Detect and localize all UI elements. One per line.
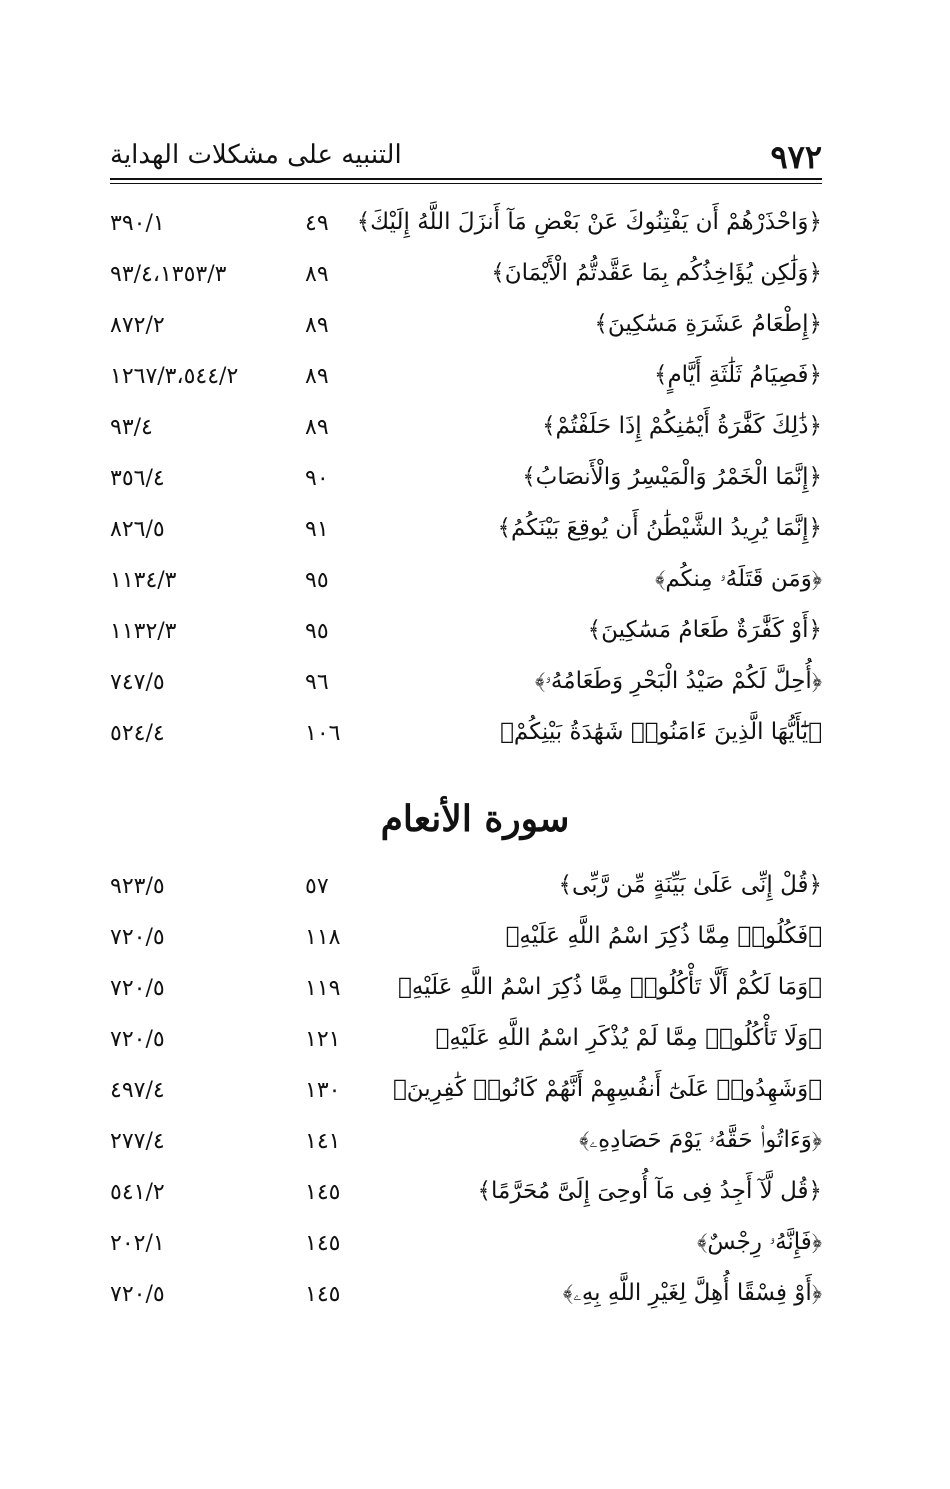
page-reference: ٧٢٠/٥ bbox=[110, 1027, 165, 1052]
page-reference: ٧٢٠/٥ bbox=[110, 925, 165, 950]
page-reference: ٩٣/٤ bbox=[110, 415, 153, 440]
verse-text: ﴿وَءَاتُوا۟ حَقَّهُۥ يَوْمَ حَصَادِهِۦ﴾ bbox=[579, 1127, 822, 1153]
verse-number: ٨٩ bbox=[305, 364, 329, 389]
verse-number: ٩١ bbox=[305, 517, 329, 542]
page-reference: ٢٧٧/٤ bbox=[110, 1129, 165, 1154]
page-reference: ٧٢٠/٥ bbox=[110, 976, 165, 1001]
verse-text: ﴿وَشَهِدُوا۟ عَلَىٰٓ أَنفُسِهِمْ أَنَّهُمْ كَانُوا۟ كَٰفِرِينَ﴾ bbox=[392, 1076, 822, 1102]
page-reference: ٥٢٤/٤ bbox=[110, 721, 165, 746]
verse-text: ﴿وَاحْذَرْهُمْ أَن يَفْتِنُوكَ عَنْ بَعْضِ مَآ أَنزَلَ اللَّهُ إِلَيْكَ﴾ bbox=[356, 209, 822, 235]
verse-number: ٨٩ bbox=[305, 313, 329, 338]
verse-text: ﴿وَلَا تَأْكُلُوا۟ مِمَّا لَمْ يُذْكَرِ اسْمُ اللَّهِ عَلَيْهِ﴾ bbox=[435, 1025, 822, 1051]
verse-text: ﴿وَلَٰكِن يُؤَاخِذُكُم بِمَا عَقَّدتُّمُ الْأَيْمَانَ﴾ bbox=[491, 260, 822, 286]
verse-text: ﴿ذَٰلِكَ كَفَّٰرَةُ أَيْمَٰنِكُمْ إِذَا حَلَفْتُمْ﴾ bbox=[542, 413, 822, 439]
verse-text: ﴿إِنَّمَا الْخَمْرُ وَالْمَيْسِرُ وَالْأَنصَابُ﴾ bbox=[522, 464, 822, 490]
index-row bbox=[110, 256, 822, 307]
page-number: ٩٧٢ bbox=[770, 138, 822, 176]
page-reference: ٥٤١/٢ bbox=[110, 1180, 165, 1205]
index-row bbox=[110, 868, 822, 919]
index-row bbox=[110, 919, 822, 970]
index-row bbox=[110, 1021, 822, 1072]
page-reference: ٤٩٧/٤ bbox=[110, 1078, 165, 1103]
index-row bbox=[110, 715, 822, 766]
header-rule-thick bbox=[110, 178, 822, 180]
index-row bbox=[110, 664, 822, 715]
verse-number: ٨٩ bbox=[305, 415, 329, 440]
verse-text: ﴿قُلْ إِنِّى عَلَىٰ بَيِّنَةٍ مِّن رَّبِّى﴾ bbox=[558, 872, 822, 898]
verse-text: ﴿فَكُلُوا۟ مِمَّا ذُكِرَ اسْمُ اللَّهِ عَلَيْهِ﴾ bbox=[505, 923, 822, 949]
verse-number: ٤٩ bbox=[305, 211, 329, 236]
verse-text: ﴿أَوْ فِسْقًا أُهِلَّ لِغَيْرِ اللَّهِ بِهِۦ﴾ bbox=[562, 1280, 822, 1306]
header-rule-thin bbox=[110, 183, 822, 184]
index-row bbox=[110, 511, 822, 562]
index-row bbox=[110, 970, 822, 1021]
page-reference: ٧٢٠/٥ bbox=[110, 1282, 165, 1307]
page-reference: ١١٣٤/٣ bbox=[110, 568, 177, 593]
verse-index-table-maidah bbox=[110, 205, 822, 766]
verse-number: ٨٩ bbox=[305, 262, 329, 287]
verse-text: ﴿يَٰٓأَيُّهَا الَّذِينَ ءَامَنُوا۟ شَهَٰدَةُ بَيْنِكُمْ﴾ bbox=[500, 719, 822, 745]
page-reference: ٩٢٣/٥ bbox=[110, 874, 165, 899]
index-row bbox=[110, 460, 822, 511]
index-row bbox=[110, 1276, 822, 1327]
surah-title: سورة الأنعام bbox=[380, 798, 570, 840]
page-reference: ٣٩٠/١ bbox=[110, 211, 165, 236]
index-row bbox=[110, 1174, 822, 1225]
page-reference: ٢٠٢/١ bbox=[110, 1231, 165, 1256]
verse-number: ١١٩ bbox=[305, 976, 341, 1001]
verse-text: ﴿قُل لَّآ أَجِدُ فِى مَآ أُوحِىَ إِلَىَّ مُحَرَّمًا﴾ bbox=[477, 1178, 822, 1204]
verse-number: ١٠٦ bbox=[305, 721, 341, 746]
verse-number: ١١٨ bbox=[305, 925, 341, 950]
index-row bbox=[110, 307, 822, 358]
page-reference: ٩٣/٤،١٣٥٣/٣ bbox=[110, 262, 227, 287]
verse-number: ١٤٥ bbox=[305, 1231, 341, 1256]
index-row bbox=[110, 358, 822, 409]
index-row bbox=[110, 409, 822, 460]
index-row bbox=[110, 1072, 822, 1123]
index-row bbox=[110, 613, 822, 664]
verse-text: ﴿أُحِلَّ لَكُمْ صَيْدُ الْبَحْرِ وَطَعَامُهُۥ﴾ bbox=[534, 668, 822, 694]
verse-number: ٩٥ bbox=[305, 619, 329, 644]
page-reference: ١١٣٢/٣ bbox=[110, 619, 177, 644]
verse-number: ١٤٥ bbox=[305, 1282, 341, 1307]
page-reference: ٣٥٦/٤ bbox=[110, 466, 165, 491]
index-row bbox=[110, 562, 822, 613]
page-header bbox=[110, 130, 822, 176]
page-reference: ٨٧٢/٢ bbox=[110, 313, 165, 338]
verse-number: ٩٥ bbox=[305, 568, 329, 593]
page-reference: ٧٤٧/٥ bbox=[110, 670, 165, 695]
verse-number: ١٢١ bbox=[305, 1027, 341, 1052]
verse-number: ٩٦ bbox=[305, 670, 329, 695]
verse-text: ﴿إِنَّمَا يُرِيدُ الشَّيْطَٰنُ أَن يُوقِعَ بَيْنَكُمُ﴾ bbox=[497, 515, 822, 541]
verse-text: ﴿أَوْ كَفَّٰرَةٌ طَعَامُ مَسَٰكِينَ﴾ bbox=[587, 617, 822, 643]
verse-number: ٩٠ bbox=[305, 466, 329, 491]
verse-text: ﴿إِطْعَامُ عَشَرَةِ مَسَٰكِينَ﴾ bbox=[594, 311, 822, 337]
verse-text: ﴿فَصِيَامُ ثَلَٰثَةِ أَيَّامٍ﴾ bbox=[653, 362, 822, 388]
verse-number: ١٤٥ bbox=[305, 1180, 341, 1205]
index-row bbox=[110, 1225, 822, 1276]
verse-text: ﴿وَمَا لَكُمْ أَلَّا تَأْكُلُوا۟ مِمَّا ذُكِرَ اسْمُ اللَّهِ عَلَيْهِ﴾ bbox=[398, 974, 822, 1000]
page-reference: ١٢٦٧/٣،٥٤٤/٢ bbox=[110, 364, 239, 389]
verse-index-table-anam bbox=[110, 868, 822, 1327]
index-row bbox=[110, 1123, 822, 1174]
verse-text: ﴿وَمَن قَتَلَهُۥ مِنكُم﴾ bbox=[655, 566, 822, 592]
verse-text: ﴿فَإِنَّهُۥ رِجْسٌ﴾ bbox=[697, 1229, 822, 1255]
verse-number: ٥٧ bbox=[305, 874, 329, 899]
running-title: التنبيه على مشكلات الهداية bbox=[110, 140, 402, 170]
page-reference: ٨٢٦/٥ bbox=[110, 517, 165, 542]
index-row bbox=[110, 205, 822, 256]
verse-number: ١٣٠ bbox=[305, 1078, 341, 1103]
verse-number: ١٤١ bbox=[305, 1129, 341, 1154]
